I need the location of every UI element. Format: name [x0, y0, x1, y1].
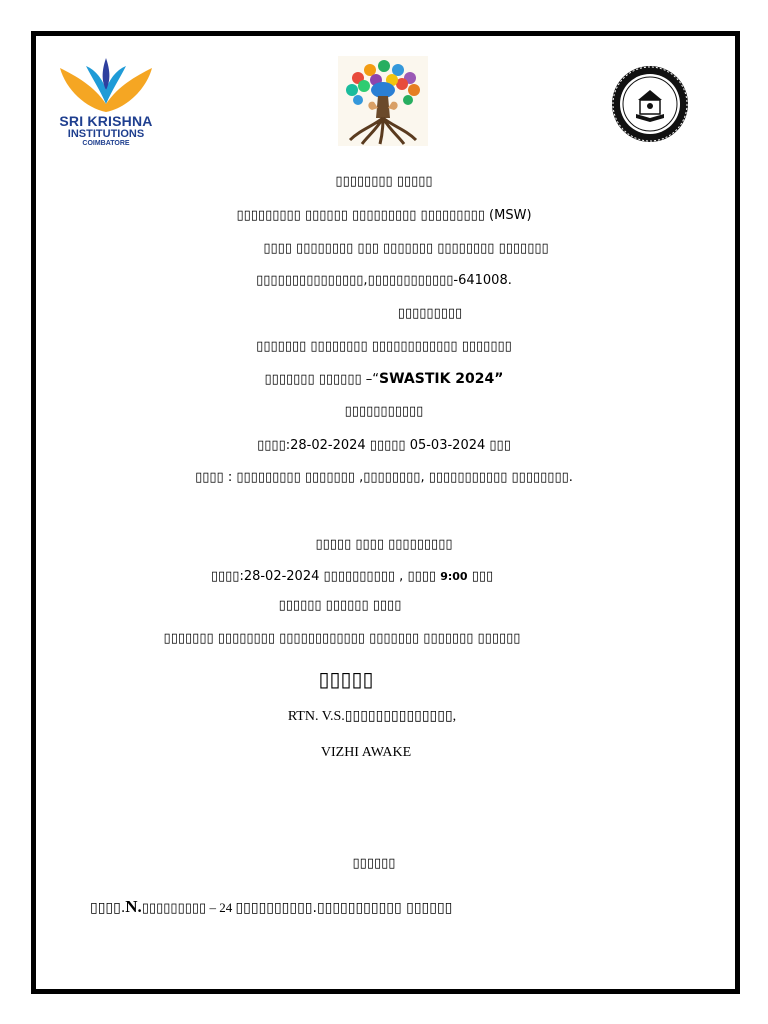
speaker-name: ▯▯▯▯▯▯▯▯▯ – 24 [141, 900, 236, 915]
event-dates-line: ▯▯▯▯:28-02-2024 ▯▯▯▯▯ 05-03-2024 ▯▯▯ [257, 438, 511, 453]
inauguration-time-suffix: ▯▯▯ [467, 569, 494, 584]
event-title-line [0, 370, 768, 389]
college-name-line: ▯▯▯▯ ▯▯▯▯▯▯▯▯ ▯▯▯ ▯▯▯▯▯▯▯ ▯▯▯▯▯▯▯▯ ▯▯▯▯▯▯▯ [263, 241, 549, 256]
logo-brand-line1: SRI KRISHNA [59, 113, 153, 129]
inauguration-time: 9:00 [440, 570, 468, 583]
department-line: ▯▯▯▯▯▯▯▯ ▯▯▯▯▯ [335, 174, 433, 189]
tree-logo [338, 56, 428, 146]
address-line: ▯▯▯▯▯▯▯▯▯▯▯▯▯▯▯,▯▯▯▯▯▯▯▯▯▯▯▯-641008. [256, 273, 512, 288]
hall-line: ▯▯▯▯▯▯ ▯▯▯▯▯▯ ▯▯▯▯ [278, 598, 402, 613]
speaker-designation: ▯▯▯▯▯▯▯▯▯▯.▯▯▯▯▯▯▯▯▯▯▯ ▯▯▯▯▯▯ [235, 900, 453, 916]
inauguration-date-line [0, 568, 736, 586]
venue-line: ▯▯▯▯ : ▯▯▯▯▯▯▯▯▯ ▯▯▯▯▯▯▯ ,▯▯▯▯▯▯▯▯, ▯▯▯▯▯▯▯▯▯▯▯ ▯▯▯▯▯▯▯▯. [195, 470, 573, 485]
speaker-prefix: ▯▯▯▯. [90, 900, 126, 916]
presents-line: ▯▯▯▯▯▯▯▯▯ [397, 306, 463, 321]
program-line: ▯▯▯▯▯▯▯▯▯ ▯▯▯▯▯▯ ▯▯▯▯▯▯▯▯▯ ▯▯▯▯▯▯▯▯▯ (MSW) [236, 208, 532, 223]
organizer-line: ▯▯▯▯▯▯▯ ▯▯▯▯▯▯▯▯ ▯▯▯▯▯▯▯▯▯▯▯▯ ▯▯▯▯▯▯▯ ▯▯▯▯▯▯▯ ▯▯▯▯▯▯ [163, 631, 521, 646]
logo-brand-line2: INSTITUTIONS [67, 128, 145, 140]
logo-brand-line3: COIMBATORE [82, 140, 130, 147]
inauguration-heading: ▯▯▯▯▯ ▯▯▯▯ ▯▯▯▯▯▯▯▯▯ [315, 537, 453, 552]
event-title: SWASTIK 2024” [379, 371, 504, 387]
chief-guest-heading: ▯▯▯▯▯ [318, 667, 374, 691]
college-seal-logo [610, 64, 690, 144]
event-description-line: ▯▯▯▯▯▯▯ ▯▯▯▯▯▯▯▯ ▯▯▯▯▯▯▯▯▯▯▯▯ ▯▯▯▯▯▯▯ [256, 339, 512, 354]
welcome-speaker-line [90, 898, 452, 917]
chief-guest-organization: VIZHI AWAKE [320, 745, 412, 760]
speaker-initial: N. [125, 897, 142, 916]
chief-guest-name: RTN. V.S.▯▯▯▯▯▯▯▯▯▯▯▯▯▯, [287, 709, 457, 724]
event-title-prefix: ▯▯▯▯▯▯▯ ▯▯▯▯▯▯ –“ [264, 372, 380, 387]
welcome-heading: ▯▯▯▯▯▯ [352, 856, 396, 871]
inauguration-date: ▯▯▯▯:28-02-2024 ▯▯▯▯▯▯▯▯▯▯ , ▯▯▯▯ [210, 569, 441, 584]
invitation-line: ▯▯▯▯▯▯▯▯▯▯▯ [344, 404, 424, 419]
